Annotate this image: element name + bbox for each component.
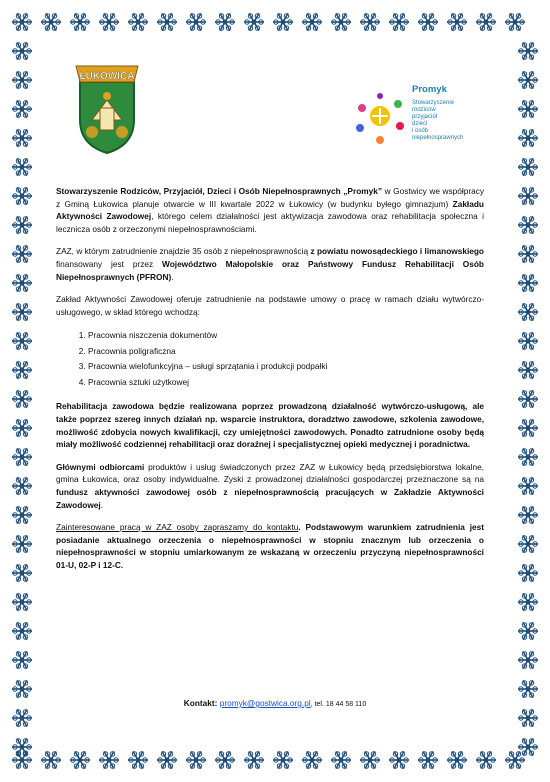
border-ornament xyxy=(518,42,538,59)
border-ornament xyxy=(302,13,322,30)
intro-paragraph: Stowarzyszenie Rodziców, Przyjaciół, Dzieci i Osób Niepełnosprawnych „Promyk” w Gostwicy we współpracy z Gminą Łukowica planuje otwarcie w III kwartale 2022 w Łukowicy (w budynku byłego gimnazjum) Zakładu Aktywności Zawodowej, którego celem działalności jest aktywizacja zawodowa oraz rehabilitacja społeczna i lecznicza osób z orzeczonymi niepełnosprawnościami. xyxy=(56,186,484,234)
border-ornament xyxy=(518,651,538,668)
border-ornament xyxy=(99,13,119,30)
border-ornament xyxy=(518,361,538,378)
border-ornament xyxy=(186,751,206,768)
border-ornament xyxy=(518,680,538,697)
border-ornament xyxy=(476,751,496,768)
border-ornament xyxy=(70,751,90,768)
document-body xyxy=(56,185,484,581)
border-ornament xyxy=(128,13,148,30)
border-ornament xyxy=(12,303,32,320)
border-ornament xyxy=(12,158,32,175)
border-ornament xyxy=(12,274,32,291)
border-ornament xyxy=(360,751,380,768)
contact-line: Kontakt: promyk@gostwica.org.pl, tel. 18 44 58 110 xyxy=(183,698,367,708)
border-ornament xyxy=(12,245,32,262)
border-ornament xyxy=(518,274,538,291)
employment-paragraph: Zainteresowane pracą w ZAZ osoby zapraszamy do kontaktu. Podstawowym warunkiem zatrudnienia jest posiadanie aktualnego orzeczenia o niepełnosprawności w stopniu znacznym lub orzeczenia o niepełnosprawności w stopniu umiarkowanym ze wskazaną w orzeczeniu przyczyną niepełnosprawności 01-U, 02-P i 12-C. xyxy=(56,522,484,570)
border-ornament xyxy=(518,332,538,349)
offer-paragraph: Zakład Aktywności Zawodowej oferuje zatrudnienie na podstawie umowy o pracę w ramach działu wytwórczo-usługowego, w skład którego wchodzą: xyxy=(56,294,484,317)
workshop-list xyxy=(56,328,484,390)
border-ornament xyxy=(518,709,538,726)
border-ornament xyxy=(331,751,351,768)
email-link[interactable]: promyk@gostwica.org.pl xyxy=(219,698,311,708)
border-ornament xyxy=(12,564,32,581)
border-ornament xyxy=(518,216,538,233)
border-ornament xyxy=(12,477,32,494)
border-ornament xyxy=(12,71,32,88)
border-ornament xyxy=(12,709,32,726)
border-ornament xyxy=(360,13,380,30)
border-ornament xyxy=(12,42,32,59)
border-ornament xyxy=(186,13,206,30)
border-ornament xyxy=(215,751,235,768)
border-ornament xyxy=(244,751,264,768)
border-ornament xyxy=(12,651,32,668)
list-item: 1. Pracownia niszczenia dokumentów xyxy=(88,328,484,344)
border-ornament xyxy=(12,535,32,552)
border-ornament xyxy=(518,448,538,465)
border-ornament xyxy=(389,751,409,768)
border-ornament xyxy=(518,158,538,175)
border-ornament xyxy=(389,13,409,30)
border-ornament xyxy=(12,419,32,436)
funding-paragraph: ZAZ, w którym zatrudnienie znajdzie 35 osób z niepełnosprawnością z powiatu nowosądeckiego i limanowskiego finansowany jest przez Województwo Małopolskie oraz Państwowy Fundusz Rehabilitacji Osób Niepełnosprawnych (PFRON). xyxy=(56,246,484,282)
border-ornament xyxy=(518,593,538,610)
border-ornament xyxy=(157,751,177,768)
border-ornament xyxy=(518,100,538,117)
border-ornament xyxy=(12,751,32,768)
border-ornament xyxy=(12,187,32,204)
border-ornament xyxy=(518,71,538,88)
lukowica-coat-of-arms xyxy=(72,60,142,155)
border-ornament xyxy=(273,751,293,768)
border-ornament xyxy=(505,13,525,30)
border-ornament xyxy=(518,390,538,407)
border-ornament xyxy=(12,738,32,755)
border-ornament xyxy=(12,13,32,30)
border-ornament xyxy=(157,13,177,30)
border-ornament xyxy=(518,187,538,204)
border-ornament xyxy=(215,13,235,30)
rehabilitation-paragraph: Rehabilitacja zawodowa będzie realizowana poprzez prowadzoną działalność wytwórczo-usługową, ale także poprzez szereg innych działań np. wsparcie instruktora, doradztwo zawodowe, szkolenia zawodowe, możliwość zdobycia nowych kwalifikacji, czy umiejętności zawodowych. Ponadto zatrudnione osoby będą miały możliwość codziennej rehabilitacji oraz doraźnej i specjalistycznej opieki medycznej i poradnictwa. xyxy=(56,401,484,450)
border-ornament xyxy=(99,751,119,768)
border-ornament xyxy=(518,303,538,320)
recipients-paragraph: Głównymi odbiorcami produktów i usług świadczonych przez ZAZ w Łukowicy będą przedsiębiorstwa lokalne, gmina Łukowica, oraz osoby indywidualne. Zyski z prowadzonej działalności gospodarczej przeznaczone są na fundusz aktywności zawodowej osób z niepełnosprawnością pracujących w Zakładzie Aktywności Zawodowej. xyxy=(56,461,484,510)
border-ornament xyxy=(447,751,467,768)
border-ornament xyxy=(331,13,351,30)
promyk-subtitle: Stowarzyszenie rodziców przyjaciół dzieci i osób niepełnosprawnych xyxy=(412,100,464,141)
border-ornament xyxy=(12,129,32,146)
list-item: 2. Pracownia poligraficzna xyxy=(88,344,484,360)
border-ornament xyxy=(12,216,32,233)
border-ornament xyxy=(518,245,538,262)
border-ornament xyxy=(518,129,538,146)
border-ornament xyxy=(418,751,438,768)
border-ornament xyxy=(518,622,538,639)
border-ornament xyxy=(273,13,293,30)
border-ornament xyxy=(70,13,90,30)
border-ornament xyxy=(12,506,32,523)
border-ornament xyxy=(418,13,438,30)
border-ornament xyxy=(302,751,322,768)
border-ornament xyxy=(518,419,538,436)
border-ornament xyxy=(518,506,538,523)
border-ornament xyxy=(518,535,538,552)
border-ornament xyxy=(518,477,538,494)
border-ornament xyxy=(518,564,538,581)
promyk-title: Promyk xyxy=(412,84,447,95)
border-ornament xyxy=(128,751,148,768)
border-ornament xyxy=(476,13,496,30)
border-ornament xyxy=(12,390,32,407)
border-ornament xyxy=(244,13,264,30)
border-ornament xyxy=(12,680,32,697)
border-ornament xyxy=(12,332,32,349)
list-item: 3. Pracownia wielofunkcyjna – usługi sprzątania i produkcji podpałki xyxy=(88,359,484,375)
border-ornament xyxy=(12,593,32,610)
border-ornament xyxy=(12,361,32,378)
border-ornament xyxy=(12,100,32,117)
border-ornament xyxy=(447,13,467,30)
border-ornament xyxy=(41,13,61,30)
list-item: 4. Pracownia sztuki użytkowej xyxy=(88,375,484,391)
border-ornament xyxy=(12,448,32,465)
border-ornament xyxy=(12,622,32,639)
border-ornament xyxy=(41,751,61,768)
svg-text:ŁUKOWICA: ŁUKOWICA xyxy=(79,71,135,82)
